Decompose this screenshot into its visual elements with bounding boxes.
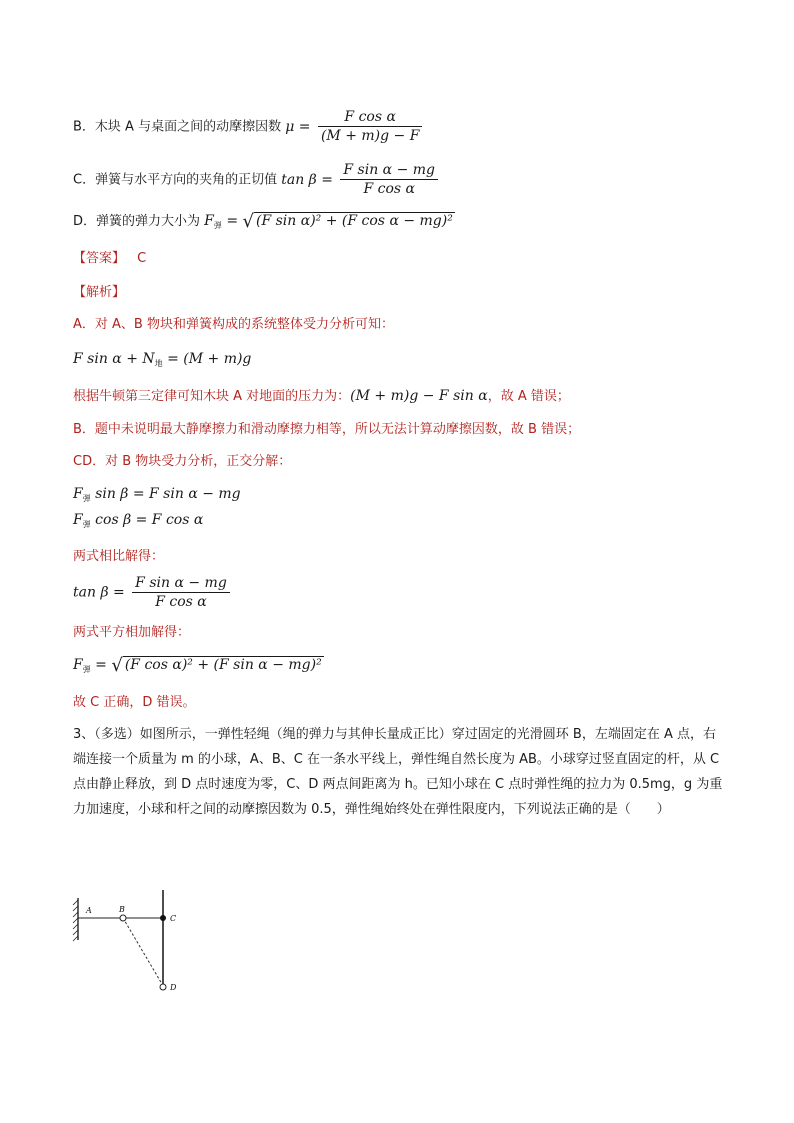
a-result-suffix: ，故 A 错误； (487, 389, 570, 404)
option-b-denominator: (M + m)g − F (320, 128, 420, 144)
option-c (73, 161, 441, 198)
eq4-lhs: tan β = (73, 584, 125, 601)
ball-c-icon (160, 915, 166, 921)
option-b-numerator: F cos α (318, 108, 422, 127)
analysis-a-intro: A．对 A、B 物块和弹簧构成的系统整体受力分析可知： (73, 317, 394, 332)
eq3-subscript: 弹 (82, 520, 91, 529)
eq2-subscript: 弹 (82, 494, 91, 503)
a-result-expression: (M + m)g − F sin α (350, 388, 488, 404)
eq1-left: F sin α + N (73, 351, 155, 367)
answer-label: 【答案】 (73, 251, 126, 266)
eq5-subscript: 弹 (82, 665, 91, 674)
option-d-force-symbol: F (204, 213, 214, 229)
option-b-label: B．木块 A 与桌面之间的动摩擦因数 (73, 119, 282, 135)
eq4-denominator: F cos α (155, 594, 207, 610)
answer-line (73, 250, 146, 268)
analysis-ratio-text: 两式相比解得： (73, 549, 165, 564)
analysis-cd-intro: CD．对 B 物块受力分析，正交分解： (73, 454, 292, 469)
option-b-lhs: μ = (285, 118, 311, 135)
eq2-rest: sin β = F sin α − mg (90, 486, 241, 502)
question-3-text: 3、（多选）如图所示，一弹性轻绳（绳的弹力与其伸长量成正比）穿过固定的光滑圆环 B，左端固定在 A 点，右端连接一个质量为 m 的小球，A、B、C 在一条水平线上，弹性绳自然长度为 AB。小球穿过竖直固定的杆，从 C 点由静止释放，到 D 点时速度为零，C、D 两点间距离为 h。已知小球在 C 点时弹性绳的拉力为 0.5mg，g 为重力加速度，小球和杆之间的动摩擦因数为 0.5，弹性绳始终处在弹性限度内，下列说法正确的是（ ） (73, 727, 723, 817)
analysis-eq2 (73, 485, 241, 508)
analysis-eq4 (73, 574, 233, 611)
option-b (73, 108, 425, 145)
option-c-fraction (340, 161, 438, 198)
sqrt-sign-icon: √ (242, 211, 254, 232)
option-c-numerator: F sin α − mg (340, 161, 438, 180)
sqrt-sign-icon: √ (111, 655, 123, 676)
eq5-radicand: (F cos α)² + (F sin α − mg)² (124, 657, 322, 673)
label-c: C (170, 914, 177, 923)
eq5-force-symbol: F (73, 657, 83, 673)
option-d-label: D．弹簧的弹力大小为 (73, 214, 201, 229)
eq2-force-symbol: F (73, 486, 83, 502)
option-d-equals: = (221, 213, 243, 229)
wall-hatch-icon (73, 900, 78, 941)
physics-figure (70, 886, 190, 998)
ring-b-icon (120, 915, 126, 921)
eq1-right: = (M + m)g (162, 351, 252, 367)
option-c-label: C．弹簧与水平方向的夹角的正切值 (73, 172, 278, 188)
analysis-eq5 (73, 656, 324, 679)
analysis-conclusion: 故 C 正确，D 错误。 (73, 695, 196, 710)
label-d: D (170, 983, 177, 992)
eq3-force-symbol: F (73, 512, 83, 528)
label-a: A (86, 906, 92, 915)
option-d-radicand: (F sin α)² + (F cos α − mg)² (256, 213, 453, 229)
rope-dashed (123, 918, 162, 984)
analysis-eq3 (73, 511, 203, 534)
eq3-rest: cos β = F cos α (90, 512, 204, 528)
option-d (73, 212, 455, 235)
option-b-fraction (318, 108, 422, 145)
ball-d-icon (160, 984, 166, 990)
eq4-numerator: F sin α − mg (132, 574, 230, 593)
analysis-square-text: 两式平方相加解得： (73, 625, 191, 640)
option-c-lhs: tan β = (281, 171, 333, 188)
option-d-force-subscript: 弹 (213, 221, 222, 230)
eq4-fraction (132, 574, 230, 611)
option-c-denominator: F cos α (363, 181, 415, 197)
analysis-b-text: B．题中未说明最大静摩擦力和滑动摩擦力相等，所以无法计算动摩擦因数，故 B 错误； (73, 422, 581, 437)
analysis-eq1 (73, 350, 251, 373)
analysis-a-result (73, 387, 570, 406)
a-result-prefix: 根据牛顿第三定律可知木块 A 对地面的压力为： (73, 389, 351, 404)
analysis-label: 【解析】 (73, 285, 126, 300)
eq5-equals: = (90, 657, 112, 673)
label-b: B (119, 905, 125, 914)
eq1-subscript: 地 (154, 359, 163, 368)
answer-value: C (137, 251, 147, 266)
